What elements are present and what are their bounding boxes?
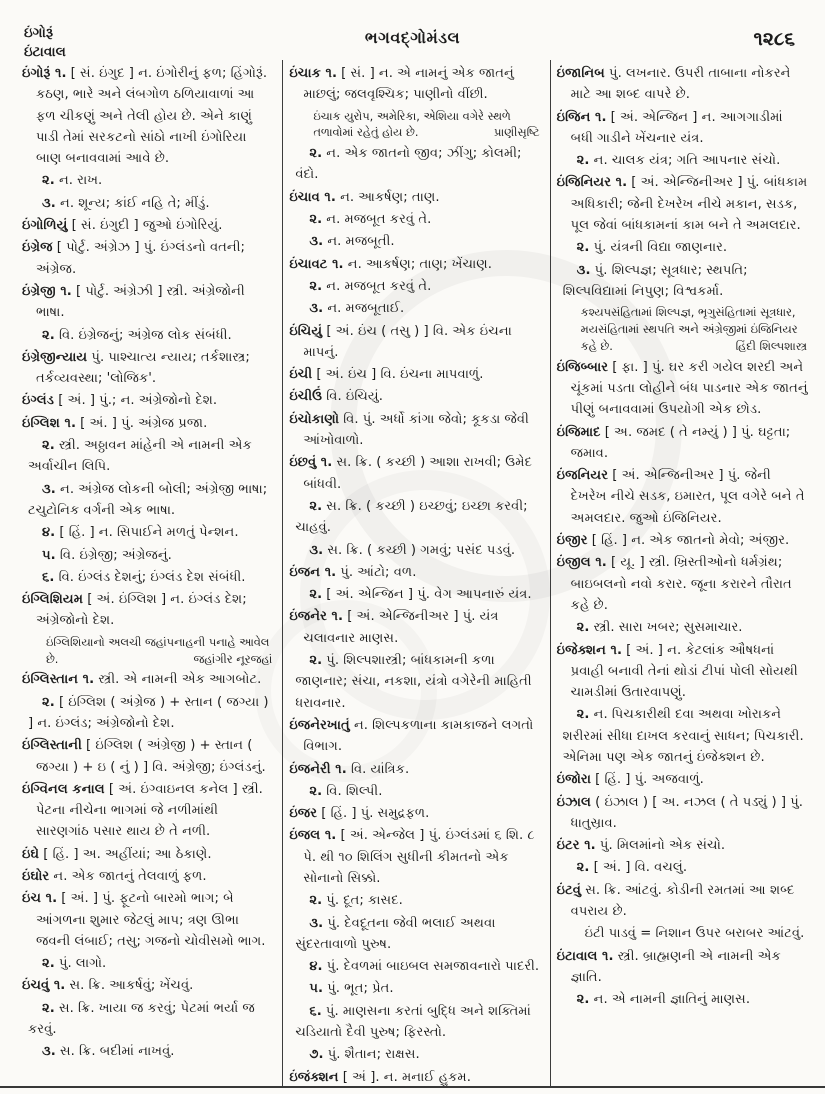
sense-number: ૨. [42, 173, 55, 189]
sense-line: ૩. ન. શૂન્ય; કાંઈ નહિ તે; મીંડું. [42, 195, 210, 211]
sense-number: ૪. [309, 959, 323, 975]
sense-number: ૬. [42, 569, 55, 585]
sense-line: ૨. ન. મજબૂત કરવું તે. [309, 212, 432, 228]
headword: ઇંજનિયર [556, 468, 609, 484]
quotation-source: જહાંગીર નૂરજહાં [193, 651, 273, 666]
book-title: ભગવદ્ગોમંડલ [364, 28, 461, 47]
headword: ઇંજનેરખાતું [289, 717, 350, 733]
sense-number: ૨. [309, 146, 323, 162]
dictionary-entry: ઇંજિબ્બાર [ ફા. ] પું. ઘર કરી ગયેલ શરદી અને ચૂંકમાં પડતા લોહીને બંધ પાડનાર એક જાતનું પીણું બનાવવામાં ઉપયોગી એક છોડ. [556, 359, 808, 418]
dictionary-entry: ઇંજનેર ૧. [ અં. એન્જિનીઅર ] પું. યંત્ર ચલાવનાર માણસ. [289, 609, 499, 646]
sense-line: ૩. ન. મજબૂતાઈ. [309, 301, 405, 317]
sense-number: ૪. [42, 525, 56, 541]
headword: ઇંચી [289, 367, 313, 383]
sense-line: ૩. ન. મજબૂતી. [309, 234, 395, 250]
sense-number: ૨. [42, 956, 55, 972]
sense-line: ૩. ન. અંગ્રેજ લોકની બોલી; અંગ્રેજી ભાષા; ટચુટોનિક વર્ગની એક ભાષા. [28, 481, 268, 518]
headword: ઇંગ્લિસ્તાની [22, 738, 82, 754]
headword: ઇંચાવટ ૧. [289, 256, 344, 272]
running-head-last-word: ઇંટાવાલ [24, 44, 66, 60]
dictionary-entry: ઇંઘોર ન. એક જાતનું તેલવાળું ફળ. [22, 868, 207, 884]
dictionary-entry: ઇંટર ૧. પું. મિલમાંનો એક સંચો. [556, 838, 726, 854]
dictionary-entry: ઇંજલ ૧. [ અં. એન્જેલ ] પું. ઇંગ્લંડમાં ૬ શિ. ૮ પે. થી ૧૦ શિલિંગ સુધીની કીમતનો એક સોનાનો સિક્કો. [289, 828, 535, 886]
sense-number: ૨. [309, 587, 323, 603]
headword: ઇંગ્રેજ [22, 240, 53, 256]
headword: ઇંજનેર ૧. [289, 609, 343, 625]
dictionary-entry: ઇંચાવ ૧. ન. આકર્ષણ; તાણ. [289, 189, 440, 205]
bottom-rule [0, 1086, 825, 1088]
dictionary-entry: ઇંજાનિબ પું. લખનાર. ઉપરી તાબાના નોકરને માટે આ શબ્દ વાપરે છે. [556, 66, 791, 103]
dictionary-entry: ઇંગ્લિસ્તાની [ ઇંગ્લિશ ( અંગ્રેજી ) + સ્તાન ( જગ્યા ) + ઇ ( નું ) ] વિ. અંગ્રેજી; ઇંગ્લંડનું. [22, 738, 266, 775]
sense-number: ૨. [576, 620, 590, 636]
headword: ઇંગ્રેજી ૧. [22, 283, 72, 299]
sense-number: ૨. [42, 438, 55, 454]
sense-number: ૩. [309, 542, 324, 558]
dictionary-entry: ઇંજનેરી ૧. વિ. યાંત્રિક. [289, 761, 410, 777]
text-columns [16, 60, 817, 1086]
sense-number: ૨. [42, 327, 55, 343]
sense-line: ૬. પું. માણસના કરતાં બુદ્ધિ અને શક્તિમાં ચડિયાતો દૈવી પુરુષ; ફિરસ્તો. [295, 1003, 531, 1041]
column-1 [16, 60, 283, 1086]
dictionary-entry: ઇંજર [ હિં. ] પું. સમુદ્રફળ. [289, 806, 430, 822]
headword: ઇંજનેરી ૧. [289, 761, 347, 777]
headword: ઇંજન ૧. [289, 564, 337, 580]
quotation: ઇંચાક યુરોપ, અમેરિકા, એશિયા વગેરે સ્થળે તળાવોમાં રહેતું હોય છે. પ્રાણીસૃષ્ટિ [313, 108, 540, 140]
sense-line: ૨. વિ. ઇંગ્રેજનું; અંગ્રેજ લોક સંબંધી. [42, 327, 232, 343]
dictionary-entry: ઇંગ્લિશિયમ [ અં. ઇંગ્લિશ ] ન. ઇંગ્લંડ દેશ; અંગ્રેજોનો દેશ. [22, 592, 247, 629]
page-header [0, 8, 825, 60]
dictionary-entry: ઇંજોરા [ હિં. ] પું. અજવાળું. [556, 772, 704, 788]
dictionary-entry: ઇંગ્રેજી ૧. [ પોર્ટુ. અંગ્રેઝી ] સ્ત્રી. અંગ્રેજોની ભાષા. [22, 283, 245, 321]
sense-number: ૩. [42, 481, 56, 497]
sense-number: ૨. [576, 860, 590, 876]
headword: ઇંજલ ૧. [289, 828, 337, 844]
headword: ઇંટર ૧. [556, 838, 596, 854]
sense-number: ૬. [309, 1003, 322, 1019]
headword: ઇંઘે [22, 846, 40, 862]
headword: ઇંજિમાદ [556, 424, 601, 440]
headword: ઇંગ્રેજીન્યાય [22, 349, 88, 365]
headword: ઇંજિન ૧. [556, 109, 607, 125]
headword: ઇંગ્વિનલ કનાલ [22, 781, 105, 797]
dictionary-entry: ઇંગોળિયું [ સં. ઇંગુદી ] જુઓ ઇંગોરિયું. [22, 218, 223, 234]
sense-line: ૨. ન. એક જાતનો જીવ; ઝીંગુ; કોલમી; વંદો. [295, 146, 522, 183]
headword: ઇંગોરૂં ૧. [22, 66, 67, 81]
sense-number: ૫. [42, 547, 56, 563]
sense-number: ૩. [42, 195, 56, 211]
dictionary-entry: ઇંચી [ અં. ઇંચ ] વિ. ઇંચના માપવાળું. [289, 367, 484, 383]
headword: ઇંછવું ૧. [289, 455, 333, 471]
dictionary-entry: ઇંગ્લંડ [ અં. ] પું.; ન. અંગ્રેજોનો દેશ. [22, 393, 218, 409]
headword: ઇંજીર [556, 533, 588, 549]
column-3 [551, 60, 817, 1086]
headword: ઇંટાવાલ ૧. [556, 948, 614, 964]
sense-number: ૩. [309, 915, 324, 931]
sense-line: ૭. પું. શૈતાન; રાક્ષસ. [309, 1047, 420, 1063]
dictionary-entry: ઇંચોકાણો વિ. પું. અર્ધો કાંગા જેવો; કૂકડા જેવી આંખોવાળો. [289, 411, 529, 449]
sense-number: ૫. [309, 981, 324, 997]
sense-line: ૨. ન. મજબૂત કરવું તે. [309, 278, 432, 294]
dictionary-entry: ઇંચાક ૧. [ સં. ] ન. એ નામનું એક જાતનું માછલું; જલવૃશ્ચિક; પાણીનો વીંછી. [289, 66, 514, 103]
sense-line: ૨. [ અં. એન્જિન ] પું. વેગ આપનારું યંત્ર. [309, 587, 532, 603]
sense-line: ૨. પું. દૂત; કાસદ. [309, 893, 403, 909]
running-head-first-word: ઇંગોરૂં [24, 25, 54, 41]
sense-line: ૪. પું. દેવળમાં બાઇબલ સમજાવનારો પાદરી. [309, 959, 540, 975]
dictionary-entry: ઇંજીર [ હિં. ] ન. એક જાતનો મેવો; અંજીર. [556, 533, 790, 549]
dictionary-entry: ઇંછવું ૧. સ. ક્રિ. ( કચ્છી ) આશા રાખવી; ઉમેદ બાંધવી. [289, 455, 532, 492]
sense-line: ૨. ન. રાખ. [42, 173, 103, 189]
sense-line: ૩. પું. દેવદૂતના જેવી ભલાઈ અથવા સુંદરતાવાળો પુરુષ. [295, 915, 496, 952]
sense-line: ૨. સ. ક્રિ. ( કચ્છી ) ઇચ્છવું; ઇચ્છા કરવી; ચાહવું. [295, 498, 528, 536]
quotation-source: પ્રાણીસૃષ્ટિ [493, 125, 540, 140]
headword: ઇંગ્લંડ [22, 393, 55, 409]
headword: ઇંટવું [556, 882, 582, 898]
quotation-source: હિંદી શિલ્પશાસ્ત્ર [735, 338, 807, 353]
sense-line: ૩. સ. ક્રિ. બદીમાં નાખવું. [42, 1044, 175, 1060]
sense-line: ૬. વિ. ઇંગ્લંડ દેશનું; ઇંગ્લંડ દેશ સંબંધી. [42, 569, 246, 585]
sense-number: ૨. [309, 653, 323, 669]
sense-number: ૨. [576, 153, 590, 169]
dictionary-entry: ઇંઘે [ હિં. ] અ. અહીંયાં; આ ઠેકાણે. [22, 846, 212, 862]
sense-number: ૩. [309, 234, 324, 250]
page-number: ૧૨૮૬ [753, 28, 795, 50]
sense-number: ૨. [309, 212, 323, 228]
headword: ઇંચાવ ૧. [289, 189, 336, 205]
headword: ઇંજીલ ૧. [556, 555, 607, 571]
sense-number: ૨. [309, 893, 323, 909]
dictionary-entry: ઇંટાવાલ ૧. સ્ત્રી. બ્રાહ્મણની એ નામની એક જ્ઞાતિ. [556, 948, 781, 985]
dictionary-entry: ઇંચવું ૧. સ. ક્રિ. આકર્ષવું; ખેંચવું. [22, 978, 194, 994]
sense-number: ૨. [576, 707, 590, 723]
sense-line: ૨. સ્ત્રી. અઠ્ઠાવન માંહેની એ નામની એક અર્વાચીન લિપિ. [28, 438, 252, 475]
sense-line: ૨. ન. પિચકારીથી દવા અથવા ખોરાકને શરીરમાં સીધા દાખલ કરવાનું સાધન; પિચકારી. એનિમા પણ એક જાતનું ઇંજેક્શન છે. [562, 707, 804, 765]
headword: ઇંઘોર [22, 868, 50, 884]
sense-line: ૨. પું. યંત્રની વિદ્યા જાણનાર. [576, 240, 728, 256]
headword: ઇંગ્લિશિયમ [22, 592, 84, 608]
headword: ઇંજર [289, 806, 318, 822]
sense-number: ૩. [309, 301, 324, 317]
headword: ઇંગ્લિસ્તાન ૧. [22, 672, 95, 688]
dictionary-entry: ઇંજનિયર [ અં. એન્જિનીઅર ] પું. જેની દેખરેખ નીચે સડક, ઇમારત, પૂલ વગેરે બને તે અમલદાર. જુઓ ઇંજિનિયર. [556, 468, 805, 526]
dictionary-entry: ઇંજિન ૧. [ અં. એન્જિન ] ન. આગગાડીમાં બધી ગાડીને ખેંચનાર યંત્ર. [556, 109, 783, 146]
sense-number: ૭. [309, 1047, 324, 1063]
idiom-line: ઇંટી પાડવું = નિશાન ઉપર બરાબર આંટવું. [584, 926, 805, 942]
dictionary-entry: ઇંગોરૂં ૧. [ સં. ઇંગુદ ] ન. ઇંગોરીનું ફળ; હિંગોરૂં. કઠણ, ભારે અને લંબગોળ ઠળિયાવાળાં આ ફળ ચીકણું અને તેલી હોય છે. એને કાણું પાડી તેમાં સરકટનો સાંઠો નાખી ઇંગોરિયા બાણ બનાવવામાં આવે છે. [22, 66, 268, 167]
dictionary-entry: ઇંજિમાદ [ અ. જમદ ( તે નમ્યું ) ] પું. ઘટ્ટતા; જમાવ. [556, 424, 791, 461]
headword: ઇંજોરા [556, 772, 591, 788]
column-2 [283, 60, 550, 1086]
sense-number: ૩. [42, 1044, 56, 1060]
dictionary-entry: ઇંગ્વિનલ કનાલ [ અં. ઇંગ્વાઇનલ કનેલ ] સ્ત્રી. પેટના નીચેના ભાગમાં જે નળીમાંથી સારણગાંઠ પસાર થાય છે તે નળી. [22, 781, 263, 840]
sense-number: ૨. [576, 240, 590, 256]
dictionary-entry: ઇંટવું સ. ક્રિ. આંટવું. કોડીની રમતમાં આ શબ્દ વપરાય છે. [556, 882, 795, 920]
sense-number: ૩. [576, 262, 591, 278]
dictionary-entry: ઇંજિનિયર ૧. [ અં. એન્જિનીઅર ] પું. બાંધકામ અધિકારી; જેની દેખરેખ નીચે મકાન, સડક, પૂલ જેવાં બાંધકામનાં કામ બને તે અમલદાર. [556, 175, 808, 234]
sense-number: ૨. [42, 694, 55, 710]
quotation: ઇંગ્લિશિયાનો અલચી જહાંપનાહની પનાહે આવેલ છે. જહાંગીર નૂરજહાં [46, 634, 273, 666]
dictionary-entry: ઇંગ્રેજ [ પોર્ટુ. અંગ્રેઝ ] પું. ઇંગ્લંડનો વતની; અંગ્રેજ. [22, 240, 245, 277]
headword: ઇંગ્લિશ ૧. [22, 415, 76, 431]
headword: ઇંજાનિબ [556, 66, 605, 81]
dictionary-entry: ઇંગ્લિશ ૧. [ અં. ] પું. અંગ્રેજ પ્રજા. [22, 415, 208, 431]
sense-line: ૩. પું. શિલ્પજ્ઞ; સૂત્રધાર; સ્થપતિ; શિલ્પવિદ્યામાં નિપુણ; વિશ્વકર્મા. [562, 262, 748, 299]
sense-line: ૨. પું. શિલ્પશાસ્ત્રી; બાંધકામની કળા જાણનાર; સંચા, નકશા, યંત્રો વગેરેની માહિતી ધરાવનાર. [295, 653, 532, 711]
quotation: કશ્યપસંહિતામાં શિલ્પજ્ઞ, ભૃગુસંહિતામાં સૂત્રધાર, મયસંહિતામાં સ્થપતિ અને અંગ્રેજીમાં ઇંજિનિયર કહે છે. હિંદી શિલ્પશાસ્ત્ર [580, 305, 807, 353]
dictionary-entry: ઇંજન ૧. પું. આંટો; વળ. [289, 564, 417, 580]
headword: ઇંજિનિયર ૧. [556, 175, 628, 191]
headword: ઇંજંક્શન [289, 1069, 339, 1085]
sense-line: ૪. [ હિં. ] ન. સિપાઈને મળતું પેન્શન. [42, 525, 239, 541]
sense-line: ૨. સ. ક્રિ. ખાયા જ કરવું; પેટમાં ભર્યા જ કરવું. [28, 1000, 255, 1038]
dictionary-entry: ઇંજનેરખાતું ન. શિલ્પકળાના કામકાજને લગતો વિભાગ. [289, 717, 534, 755]
sense-line: ૨. સ્ત્રી. સારા ખબર; સુસમાચાર. [576, 620, 743, 636]
headword: ઇંજેક્શન ૧. [556, 642, 622, 658]
sense-line: ૨. [ ઇંગ્લિશ ( અંગ્રેજ ) + સ્તાન ( જગ્યા ) ] ન. ઇંગ્લંડ; અંગ્રેજોનો દેશ. [28, 694, 269, 731]
headword: ઇંચ ૧. [22, 891, 58, 907]
dictionary-entry: ઇંચીઉં વિ. ઇંચિયું. [289, 389, 383, 405]
headword: ઇંચીઉં [289, 389, 323, 405]
headword: ઇંચોકાણો [289, 411, 339, 427]
sense-number: ૨. [309, 783, 323, 799]
headword: ઇંગોળિયું [22, 218, 68, 234]
dictionary-entry: ઇંજીલ ૧. [ યૂ. ] સ્ત્રી. ખ્રિસ્તીઓનો ધર્મગ્રંથ; બાઇબલનો નવો કરાર. જૂના કરારને તૌરાત કહે છે. [556, 555, 792, 613]
dictionary-entry: ઇંજંક્શન [ અં ]. ન. મનાઈ હુકમ. [289, 1069, 471, 1085]
dictionary-entry: ઇંચ ૧. [ અં. ] પું. ફૂટનો બારમો ભાગ; બે આંગળના શુમાર જેટલું માપ; ત્રણ ઊભા જવની લંબાઈ; તસુ; ગજનો ચોવીસમો ભાગ. [22, 891, 266, 949]
dictionary-entry: ઇંજેક્શન ૧. [ અં. ] ન. કેટલાંક ઔષધનાં પ્રવાહી બનાવી તેનાં થોડાં ટીપાં પોલી સોયથી ચામડીમાં ઉતારવાપણું. [556, 642, 798, 701]
sense-number: ૨. [309, 278, 323, 294]
dictionary-entry: ઇંચિયું [ અં. ઇંચ ( તસુ ) ] વિ. એક ઇંચના માપનું. [289, 323, 512, 360]
dictionary-entry: ઇંઝાલ ( ઇંઝાલ ) [ અ. નઝલ ( તે પડ્યું ) ] પું. ધાતુસ્રાવ. [556, 794, 803, 831]
sense-line: ૨. પું. લાગો. [42, 956, 107, 972]
sense-number: ૨. [576, 992, 590, 1008]
sense-number: ૨. [42, 1000, 55, 1016]
sense-line: ૨. ન. એ નામની જ્ઞાતિનું માણસ. [576, 992, 751, 1008]
headword: ઇંજિબ્બાર [556, 359, 609, 375]
dictionary-entry: ઇંચાવટ ૧. ન. આકર્ષણ; તાણ; ખેંચાણ. [289, 256, 492, 272]
sense-line: ૨. ન. ચાલક યંત્ર; ગતિ આપનાર સંચો. [576, 153, 781, 169]
headword: ઇંઝાલ [556, 794, 591, 810]
headword: ઇંચિયું [289, 323, 323, 339]
sense-line: ૨. [ અં. ] વિ. વચલું. [576, 860, 688, 876]
headword: ઇંચાક ૧. [289, 66, 337, 81]
sense-line: ૩. સ. ક્રિ. ( કચ્છી ) ગમવું; પસંદ પડવું. [309, 542, 516, 558]
sense-line: ૫. પું. ભૂત; પ્રેત. [309, 981, 394, 997]
sense-line: ૫. વિ. ઇંગ્રેજી; અંગ્રેજનું. [42, 547, 172, 563]
sense-number: ૨. [309, 498, 323, 514]
dictionary-entry: ઇંગ્રેજીન્યાય પું. પાશ્ચાત્ય ન્યાય; તર્કશાસ્ત્ર; તર્કવ્યવસ્થા; 'લોજિક'. [22, 349, 250, 387]
headword: ઇંચવું ૧. [22, 978, 66, 994]
sense-line: ૨. વિ. શિલ્પી. [309, 783, 383, 799]
dictionary-entry: ઇંગ્લિસ્તાન ૧. સ્ત્રી. એ નામની એક આગબોટ. [22, 672, 262, 688]
